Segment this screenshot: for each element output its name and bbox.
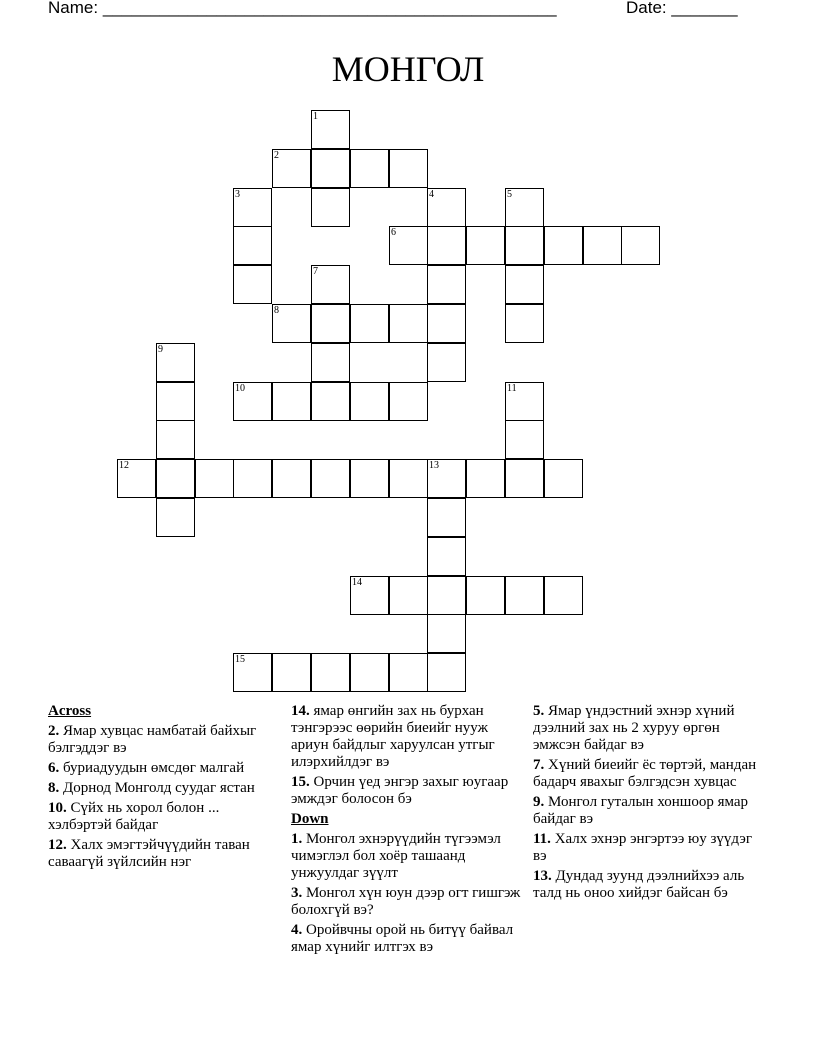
down-clue (533, 703, 765, 754)
clue-text: Монгол эхнэрүүдийн түгээмэл чимэглэл бол хоёр ташаанд унжуулдаг зүүлт (291, 831, 501, 881)
crossword-cell[interactable] (350, 149, 389, 188)
date-label: Date: (626, 0, 667, 17)
down-clue (533, 868, 765, 902)
crossword-cell[interactable] (156, 343, 195, 382)
cell-number: 10 (235, 383, 245, 394)
clue-number: 12. (48, 837, 67, 853)
crossword-cell[interactable] (505, 459, 544, 498)
cell-number: 5 (507, 189, 512, 200)
crossword-cell[interactable] (156, 420, 195, 459)
crossword-cell[interactable] (311, 265, 350, 304)
crossword-cell[interactable] (195, 459, 234, 498)
crossword-cell[interactable] (311, 304, 350, 343)
cell-number: 3 (235, 189, 240, 200)
crossword-cell[interactable] (544, 459, 583, 498)
cell-number: 9 (158, 344, 163, 355)
across-clue (48, 800, 280, 834)
clue-text: Монгол хүн юун дээр огт гишгэж болохгүй вэ? (291, 885, 521, 918)
crossword-cell[interactable] (311, 188, 350, 227)
across-clue (48, 723, 280, 757)
crossword-cell[interactable] (350, 576, 389, 615)
clue-text: Ямар хувцас намбатай байхыг бэлгэддэг вэ (48, 723, 257, 756)
clue-number: 6. (48, 760, 60, 776)
crossword-cell[interactable] (466, 226, 505, 265)
clue-text: Оройвчны орой нь битүү байвал ямар хүнийг илтгэх вэ (291, 922, 514, 955)
crossword-cell[interactable] (233, 653, 272, 692)
crossword-cell[interactable] (311, 382, 350, 421)
clue-number: 11. (533, 831, 551, 847)
across-heading: Across (48, 703, 92, 719)
name-label: Name: (48, 0, 99, 17)
crossword-cell[interactable] (544, 576, 583, 615)
crossword-cell[interactable] (272, 382, 311, 421)
down-clue (291, 922, 523, 956)
crossword-cell[interactable] (427, 537, 466, 576)
crossword-cell[interactable] (350, 382, 389, 421)
crossword-cell[interactable] (389, 576, 428, 615)
clue-number: 8. (48, 780, 60, 796)
cell-number: 15 (235, 654, 245, 665)
crossword-cell[interactable] (505, 304, 544, 343)
down-clue (533, 757, 765, 791)
clues-column-2 (291, 700, 523, 959)
date-line: _______ (671, 0, 738, 17)
cell-number: 7 (313, 266, 318, 277)
crossword-cell[interactable] (505, 226, 544, 265)
cell-number: 4 (429, 189, 434, 200)
clue-text: Сүйх нь хорол болон ... хэлбэртэй байдаг (48, 800, 220, 833)
crossword-cell[interactable] (233, 226, 272, 265)
crossword-cell[interactable] (466, 576, 505, 615)
crossword-cell[interactable] (311, 149, 350, 188)
crossword-cell[interactable] (233, 265, 272, 304)
crossword-cell[interactable] (427, 459, 466, 498)
crossword-cell[interactable] (427, 614, 466, 653)
crossword-cell[interactable] (156, 459, 195, 498)
down-heading: Down (291, 811, 329, 827)
clue-text: буриадуудын өмсдөг малгай (63, 760, 245, 776)
across-clue (48, 780, 280, 797)
clue-text: ямар өнгийн зах нь бурхан тэнгэрээс өөрийн биеийг нууж ариун байдлыг харуулсан утгыг илэрхийлдэг вэ (291, 703, 495, 770)
cell-number: 11 (507, 383, 517, 394)
clue-number: 3. (291, 885, 303, 901)
crossword-cell[interactable] (505, 420, 544, 459)
clue-number: 14. (291, 703, 310, 719)
clue-number: 10. (48, 800, 67, 816)
clue-text: Дундад зуунд дээлнийхээ аль талд нь оноо хийдэг байсан бэ (533, 868, 745, 901)
crossword-cell[interactable] (389, 304, 428, 343)
cell-number: 12 (119, 460, 129, 471)
crossword-cell[interactable] (233, 459, 272, 498)
crossword-cell[interactable] (272, 304, 311, 343)
crossword-cell[interactable] (427, 498, 466, 537)
crossword-cell[interactable] (350, 459, 389, 498)
clue-text: Ямар үндэстний эхнэр хүний дээлний зах нь 2 хуруу өргөн эмжсэн байдаг вэ (533, 703, 735, 753)
across-clue (48, 760, 280, 777)
crossword-cell[interactable] (427, 304, 466, 343)
cell-number: 2 (274, 150, 279, 161)
crossword-cell[interactable] (544, 226, 583, 265)
clue-text: Монгол гуталын хоншоор ямар байдаг вэ (533, 794, 749, 827)
crossword-cell[interactable] (117, 459, 156, 498)
clue-number: 2. (48, 723, 60, 739)
clue-number: 4. (291, 922, 303, 938)
down-clue (533, 794, 765, 828)
down-clue (533, 831, 765, 865)
crossword-cell[interactable] (389, 459, 428, 498)
crossword-cell[interactable] (427, 226, 466, 265)
cell-number: 8 (274, 305, 279, 316)
crossword-cell[interactable] (272, 459, 311, 498)
crossword-cell[interactable] (389, 226, 428, 265)
page-title: МОНГОЛ (331, 49, 485, 89)
crossword-cell[interactable] (350, 304, 389, 343)
clue-number: 9. (533, 794, 545, 810)
cell-number: 13 (429, 460, 439, 471)
clue-number: 5. (533, 703, 545, 719)
crossword-cell[interactable] (389, 382, 428, 421)
crossword-cell[interactable] (233, 382, 272, 421)
cell-number: 1 (313, 111, 318, 122)
name-line: ________________________________________________ (102, 0, 557, 17)
across-clue (291, 703, 523, 771)
clues-column-3 (533, 700, 765, 905)
crossword-cell[interactable] (583, 226, 622, 265)
across-clue (48, 837, 280, 871)
crossword-cell[interactable] (156, 382, 195, 421)
crossword-cell[interactable] (505, 382, 544, 421)
clue-text: Орчин үед энгэр захыг юугаар эмждэг болосон бэ (291, 774, 509, 807)
crossword-cell[interactable] (272, 149, 311, 188)
crossword-cell[interactable] (389, 149, 428, 188)
crossword-cell[interactable] (311, 653, 350, 692)
clue-text: Хүний биеийг ёс төртэй, мандан бадарч явахыг бэлгэдсэн хувцас (533, 757, 757, 790)
crossword-cell[interactable] (466, 459, 505, 498)
clue-text: Халх эмэгтэйчүүдийн таван саваагүй зүйлсийн нэг (48, 837, 250, 870)
crossword-cell[interactable] (156, 498, 195, 537)
crossword-cell[interactable] (233, 188, 272, 227)
crossword-cell[interactable] (505, 576, 544, 615)
crossword-cell[interactable] (311, 459, 350, 498)
cell-number: 14 (352, 577, 362, 588)
clue-number: 13. (533, 868, 552, 884)
across-clue (291, 774, 523, 808)
down-clue (291, 885, 523, 919)
crossword-cell[interactable] (311, 343, 350, 382)
crossword-cell[interactable] (272, 653, 311, 692)
down-clue (291, 831, 523, 882)
crossword-cell[interactable] (427, 188, 466, 227)
crossword-cell[interactable] (621, 226, 660, 265)
crossword-cell[interactable] (427, 265, 466, 304)
crossword-cell[interactable] (427, 343, 466, 382)
crossword-cell[interactable] (505, 188, 544, 227)
crossword-cell[interactable] (427, 653, 466, 692)
clue-number: 1. (291, 831, 303, 847)
clue-text: Дорнод Монголд суудаг ястан (63, 780, 255, 796)
cell-number: 6 (391, 227, 396, 238)
clue-number: 7. (533, 757, 545, 773)
clue-number: 15. (291, 774, 310, 790)
crossword-cell[interactable] (311, 110, 350, 149)
clues-column-1 (48, 700, 280, 874)
crossword-cell[interactable] (389, 653, 428, 692)
crossword-cell[interactable] (350, 653, 389, 692)
clue-text: Халх эхнэр энгэртээ юу зүүдэг вэ (533, 831, 753, 864)
crossword-cell[interactable] (427, 576, 466, 615)
crossword-cell[interactable] (505, 265, 544, 304)
